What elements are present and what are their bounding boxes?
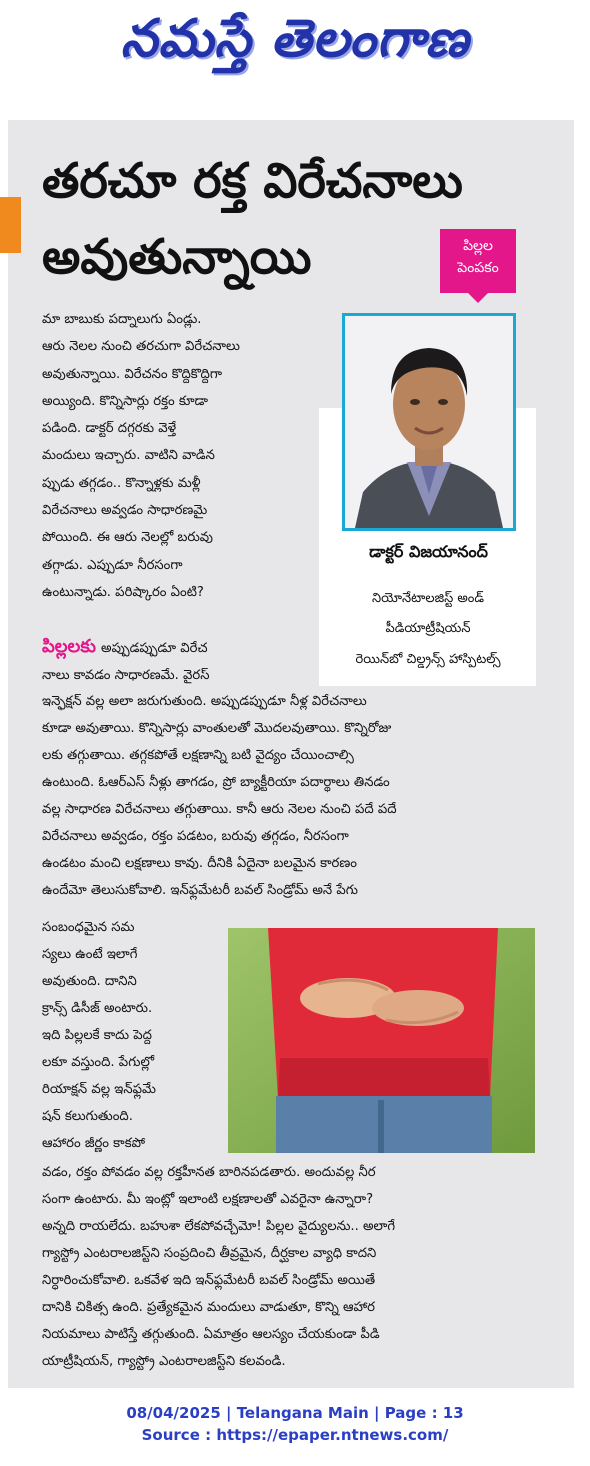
doctor-credential-2: పీడియాట్రీషియన్	[385, 621, 471, 636]
answer-line: నాలు కావడం సాధారణమే. వైరస్	[42, 668, 210, 683]
doctor-portrait	[345, 316, 513, 528]
child-stomach-illustration	[228, 928, 535, 1153]
answer-line: యాట్రీషియన్, గ్యాస్ట్రో ఎంటరాలజిస్ట్‌ని కలవండి.	[42, 1354, 286, 1369]
question-line: ప్పుడు తగ్గడం.. కొన్నాళ్లకు మళ్లీ	[42, 475, 201, 491]
answer-line: కూడా అవుతాయి. కొన్నిసార్లు వాంతులతో మొదలవుతాయి. కొన్నిరోజు	[42, 721, 392, 736]
answer-line: ఉంటుంది. ఓఆర్ఎస్ నీళ్లు తాగడం, ప్రో బ్యాక్టీరియా పదార్థాలు తినడం	[42, 775, 390, 790]
reader-question	[42, 306, 308, 606]
answer-line: సంబంధమైన సమ	[42, 920, 135, 935]
question-line: ఆరు నెలల నుంచి తరచుగా విరేచనాలు	[42, 339, 240, 355]
answer-line: నియమాలు పాటిస్తే తగ్గుతుంది. ఏమాత్రం ఆలస్యం చేయకుండా పీడి	[42, 1327, 380, 1342]
question-line: తగ్గాడు. ఎప్పుడూ నీరసంగా	[42, 557, 183, 573]
answer-line: ఇన్ఫెక్షన్ వల్ల అలా జరుగుతుంది. అప్పుడప్పుడూ నీళ్ల విరేచనాలు	[42, 694, 367, 709]
answer-line: దానికి చికిత్స ఉంది. ప్రత్యేకమైన మందులు వాడుతూ, కొన్ని ఆహార	[42, 1300, 375, 1315]
footer-date-edition: 08/04/2025 | Telangana Main | Page : 13	[126, 1404, 464, 1422]
answer-line: లకూ వస్తుంది. పేగుల్లో	[42, 1055, 155, 1070]
answer-line: ఉండటం మంచి లక్షణాలు కావు. దీనికి ఏదైనా బలమైన కారణం	[42, 856, 357, 871]
question-line: మా బాబుకు పద్నాలుగు ఏండ్లు.	[42, 312, 202, 327]
doctor-credential-1: నియోనేటాలజిస్ట్ అండ్	[372, 591, 484, 606]
category-badge-line-1: పిల్లల	[463, 238, 493, 254]
doctor-hospital: రెయిన్‌బో చిల్డ్రన్స్ హాస్పిటల్స్	[355, 652, 501, 667]
doctor-name: డాక్టర్ విజయానంద్	[369, 542, 488, 561]
headline-line-2: అవుతున్నాయి	[42, 229, 312, 285]
badge-pointer	[468, 293, 488, 303]
answer-line: సంగా ఉంటారు. మీ ఇంట్లో ఇలాంటి లక్షణాలతో ఎవరైనా ఉన్నారా?	[42, 1192, 374, 1207]
question-line: ఉంటున్నాడు. పరిష్కారం ఏంటి?	[42, 584, 204, 600]
answer-line: విరేచనాలు అవ్వడం, రక్తం పడటం, బరువు తగ్గడం, నీరసంగా	[42, 829, 349, 844]
answer-line: షన్ కలుగుతుంది.	[42, 1109, 133, 1124]
answer-line: అన్నది రాయలేదు. బహుశా లేకపోవచ్చేమో! పిల్లల వైద్యులను.. అలాగే	[42, 1219, 396, 1234]
question-line: పడింది. డాక్టర్ దగ్గరకు వెళ్తే	[42, 421, 177, 437]
question-line: విరేచనాలు అవ్వడం సాధారణమై	[42, 503, 208, 519]
newspaper-logo: నమస్తే తెలంగాణ	[120, 8, 470, 69]
answer-lead-rest: అప్పుడప్పుడూ విరేచ	[101, 641, 208, 656]
answer-line: ఉందేమో తెలుసుకోవాలి. ఇన్‌ఫ్లమేటరీ బవల్ సిండ్రోమ్ అనే పేగు	[42, 883, 358, 898]
answer-lead	[42, 636, 307, 661]
footer-source: Source : https://epaper.ntnews.com/	[141, 1426, 449, 1444]
answer-line: స్యలు ఉంటే ఇలాగే	[42, 947, 138, 962]
answer-lead-word: పిల్లలకు	[42, 636, 96, 657]
doctor-photo	[342, 313, 516, 531]
question-line: అయ్యింది. కొన్నిసార్లు రక్తం కూడా	[42, 393, 208, 409]
answer-line: అవుతుంది. దానిని	[42, 974, 137, 989]
category-badge	[440, 229, 516, 293]
masthead	[0, 0, 590, 90]
headline-line-1: తరచూ రక్త విరేచనాలు	[42, 153, 463, 209]
answer-line: నిర్ధారించుకోవాలి. ఒకవేళ ఇది ఇన్‌ఫ్లమేటరీ బవల్ సిండ్రోమ్ అయితే	[42, 1273, 376, 1288]
question-line: పోయింది. ఈ ఆరు నెలల్లో బరువు	[42, 530, 213, 546]
child-stomach-photo	[228, 928, 535, 1153]
answer-line: గ్యాస్ట్రో ఎంటరాలజిస్ట్‌ని సంప్రదించి తీవ్రమైన, దీర్ఘకాల వ్యాధి కాదని	[42, 1246, 377, 1261]
answer-line: వల్ల సాధారణ విరేచనాలు తగ్గుతాయి. కానీ ఆరు నెలల నుంచి పదే పదే	[42, 802, 397, 817]
section-marker	[0, 197, 21, 253]
answer-line: వడం, రక్తం పోవడం వల్ల రక్తహీనత బారినపడతారు. అందువల్ల నీర	[42, 1165, 376, 1180]
question-line: మందులు ఇచ్చారు. వాటిని వాడిన	[42, 448, 215, 464]
answer-line: ఇది పిల్లలకే కాదు పెద్ద	[42, 1028, 152, 1043]
answer-line: ఆహారం జీర్ణం కాకపో	[42, 1136, 146, 1151]
answer-line: లకు తగ్గుతాయి. తగ్గకపోతే లక్షణాన్ని బటి వైద్యం చేయించాల్సి	[42, 748, 354, 763]
answer-line: క్రాన్స్ డిసీజ్ అంటారు.	[42, 1001, 153, 1016]
category-badge-line-2: పెంపకం	[457, 260, 499, 276]
question-line: అవుతున్నాయి. విరేచనం కొద్దికొద్దిగా	[42, 366, 222, 382]
answer-line: రియాక్షన్ వల్ల ఇన్‌ఫ్లమే	[42, 1082, 156, 1097]
